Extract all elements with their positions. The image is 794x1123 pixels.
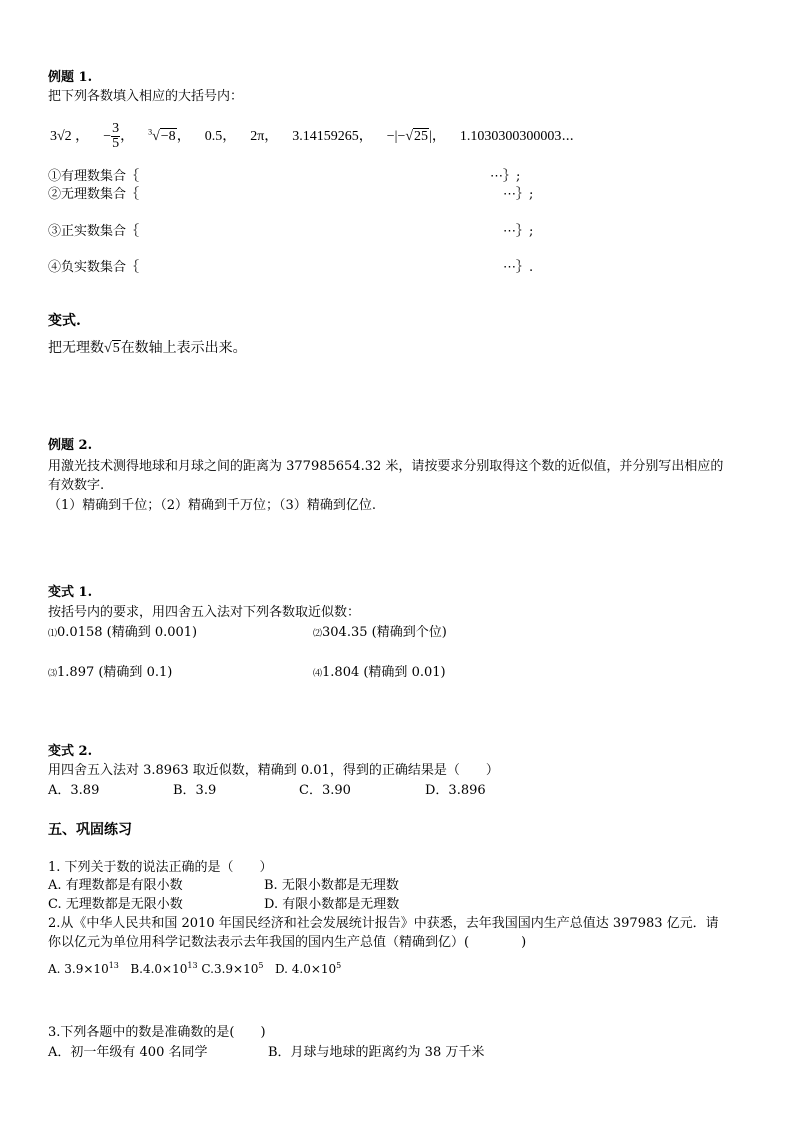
set-positive-real-end: ⋯｝;: [503, 224, 534, 239]
number-neg-three-fifths: − $\frac{3}{5}$ ，: [103, 121, 135, 152]
number-3-14159265: 3.14159265，: [292, 129, 373, 144]
q2-options: [48, 961, 341, 977]
example-2-line-2: 有效数字.: [48, 478, 105, 493]
variation-2-option-b: B．3.9: [173, 783, 217, 798]
q2-option-b: $B.4.0\times 10^{13}$: [130, 961, 198, 976]
q3-option-b: B．月球与地球的距离约为 38 万千米: [268, 1045, 485, 1060]
variation-title: 变式.: [48, 313, 81, 329]
number-0-5: 0.5，: [204, 129, 237, 144]
q2-option-d: D. $4.0\times 10^5$: [274, 961, 342, 976]
example-1-instruction: 把下列各数填入相应的大括号内：: [48, 89, 244, 104]
q1-option-c: C. 无理数都是无限小数: [48, 897, 183, 912]
variation-1-item-2: ⑵304.35 (精确到个位): [313, 625, 447, 640]
number-neg-abs-neg-root-25: −|−√25|，: [386, 129, 446, 144]
number-2-pi: 2π，: [250, 129, 279, 144]
example-2-title: 例题 2.: [48, 438, 93, 453]
set-irrational-label: ②无理数集合｛: [48, 187, 140, 202]
variation-1-title: 变式 1.: [48, 585, 93, 600]
set-rational-end: ⋯｝;: [490, 169, 521, 184]
q3-option-a: A．初一年级有 400 名同学: [48, 1045, 208, 1060]
variation-2-title: 变式 2.: [48, 744, 93, 759]
number-repeating-decimal: 1.1030300300003⋯: [459, 129, 574, 144]
variation-1-item-4: ⑷1.804 (精确到 0.01): [313, 665, 446, 680]
variation-1-instruction: 按括号内的要求，用四舍五入法对下列各数取近似数：: [48, 605, 361, 620]
variation-2-option-a: A．3.89: [48, 783, 100, 798]
q2-line-2: 你以亿元为单位用科学记数法表示去年我国的国内生产总值（精确到亿）( ): [48, 935, 527, 950]
q1-option-b: B. 无限小数都是无理数: [264, 878, 399, 893]
q1-option-d: D. 有限小数都是无理数: [264, 897, 400, 912]
q2-option-a: A. $3.9\times 10^{13}$: [48, 961, 119, 976]
number-list: [50, 122, 574, 152]
q2-option-c: $C.3.9\times 10^5$: [201, 961, 264, 976]
variation-2-option-d: D．3.896: [425, 783, 486, 798]
q2-line-1: 2.从《中华人民共和国 2010 年国民经济和社会发展统计报告》中获悉，去年我国国内生产总值达 397983 亿元．请: [48, 916, 719, 931]
q3-stem: 3.下列各题中的数是准确数的是( ): [48, 1025, 266, 1040]
section-5-title: 五、巩固练习: [48, 822, 132, 838]
set-irrational-end: ⋯｝;: [503, 187, 534, 202]
q1-stem: 1. 下列关于数的说法正确的是（ ）: [48, 860, 273, 875]
variation-1-item-3: ⑶1.897 (精确到 0.1): [48, 665, 173, 680]
number-cube-root-neg-8: $^3$√−8，: [148, 127, 191, 144]
set-rational-label: ①有理数集合｛: [48, 169, 140, 184]
variation-2-question: 用四舍五入法对 3.8963 取近似数，精确到 0.01，得到的正确结果是（ ）: [48, 763, 499, 778]
variation-2-option-c: C．3.90: [299, 783, 351, 798]
variation-text: 把无理数√5在数轴上表示出来。: [48, 340, 247, 356]
set-negative-real-label: ④负实数集合｛: [48, 260, 140, 275]
example-2-line-3: （1）精确到千位；（2）精确到千万位；（3）精确到亿位.: [48, 498, 376, 513]
set-positive-real-label: ③正实数集合｛: [48, 224, 140, 239]
example-1-title: 例题 1.: [48, 70, 93, 85]
variation-1-item-1: ⑴0.0158 (精确到 0.001): [48, 625, 198, 640]
number-3-root-2: 3√2 ，: [50, 129, 90, 144]
example-2-line-1: 用激光技术测得地球和月球之间的距离为 377985654.32 米，请按要求分别取得这个数的近似值，并分别写出相应的: [48, 459, 724, 474]
set-negative-real-end: ⋯｝.: [503, 260, 534, 275]
q1-option-a: A. 有理数都是有限小数: [48, 878, 183, 893]
